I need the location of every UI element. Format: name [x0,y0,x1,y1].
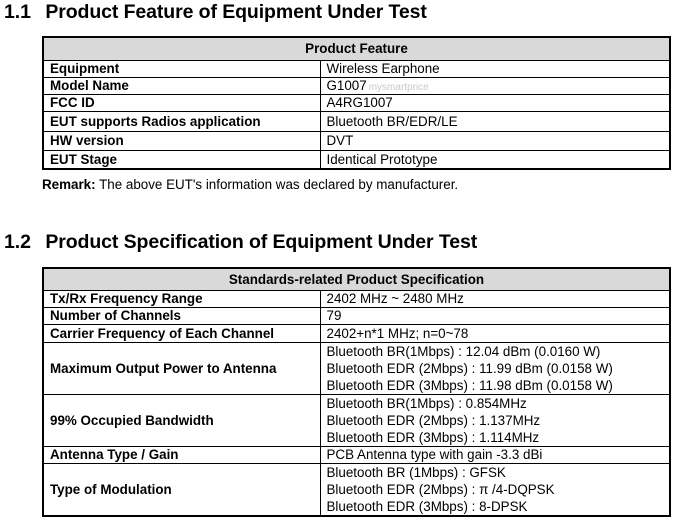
row-label: Carrier Frequency of Each Channel [43,324,320,342]
row-label: EUT supports Radios application [43,111,320,131]
row-label: 99% Occupied Bandwidth [43,394,320,446]
table-row [43,77,670,94]
row-label: Maximum Output Power to Antenna [43,342,320,394]
table-row [43,290,670,307]
row-label: Model Name [43,77,320,94]
row-label: HW version [43,131,320,150]
row-value: Wireless Earphone [320,60,670,77]
table-row [43,60,670,77]
table-row [43,94,670,111]
row-label: EUT Stage [43,150,320,169]
row-value-model [320,77,670,94]
table-row [43,150,670,169]
row-value: 2402+n*1 MHz; n=0~78 [320,324,670,342]
section-1-1-heading [4,1,427,24]
remark-label: Remark: [42,177,96,192]
row-label: Number of Channels [43,307,320,324]
row-value: Bluetooth BR/EDR/LE [320,111,670,131]
table-row [43,342,670,394]
table-row [43,131,670,150]
table-row [43,463,670,516]
product-feature-table [42,36,671,170]
table-row [43,324,670,342]
table-row [43,111,670,131]
table-row [43,446,670,463]
row-value: A4RG1007 [320,94,670,111]
section-1-1-title: Product Feature of Equipment Under Test [45,1,427,23]
row-value-line: Bluetooth BR(1Mbps) : 12.04 dBm (0.0160 W) [326,343,601,359]
row-value: 2402 MHz ~ 2480 MHz [320,290,670,307]
product-specification-header: Standards-related Product Specification [43,268,670,290]
row-label: Tx/Rx Frequency Range [43,290,320,307]
row-value-line: Bluetooth EDR (2Mbps) : π /4-DQPSK [326,481,555,497]
row-value-line: Bluetooth EDR (2Mbps) : 1.137MHz [326,412,541,428]
row-value-line: Bluetooth BR (1Mbps) : GFSK [326,464,506,480]
row-value-group [320,463,670,516]
row-label: Equipment [43,60,320,77]
row-value-group [320,342,670,394]
table-row [43,394,670,446]
remark-text: The above EUT's information was declared by manufacturer. [99,177,459,192]
row-value: Identical Prototype [320,150,670,169]
row-value-line: Bluetooth EDR (2Mbps) : 11.99 dBm (0.0158 W) [326,360,613,376]
row-value-group [320,394,670,446]
row-label: FCC ID [43,94,320,111]
section-1-2-title: Product Specification of Equipment Under Test [45,231,478,253]
row-value-line: Bluetooth EDR (3Mbps) : 11.98 dBm (0.0158 W) [326,377,613,393]
row-label: Antenna Type / Gain [43,446,320,463]
row-value-line: Bluetooth BR(1Mbps) : 0.854MHz [326,395,527,411]
row-value-line: Bluetooth EDR (3Mbps) : 1.114MHz [326,429,540,445]
row-value-line: Bluetooth EDR (3Mbps) : 8-DPSK [326,498,528,514]
section-1-2-heading [4,231,477,254]
row-value: 79 [320,307,670,324]
product-feature-header: Product Feature [43,37,670,60]
section-1-1-number: 1.1 [4,1,31,23]
product-specification-table [42,267,671,517]
row-value: PCB Antenna type with gain -3.3 dBi [320,446,670,463]
table-row [43,307,670,324]
remark-note [42,177,458,192]
watermark-text: mysmartprice [368,82,429,93]
section-1-2-number: 1.2 [4,231,31,253]
row-value: DVT [320,131,670,150]
row-label: Type of Modulation [43,463,320,516]
row-value: G1007 [326,78,367,93]
